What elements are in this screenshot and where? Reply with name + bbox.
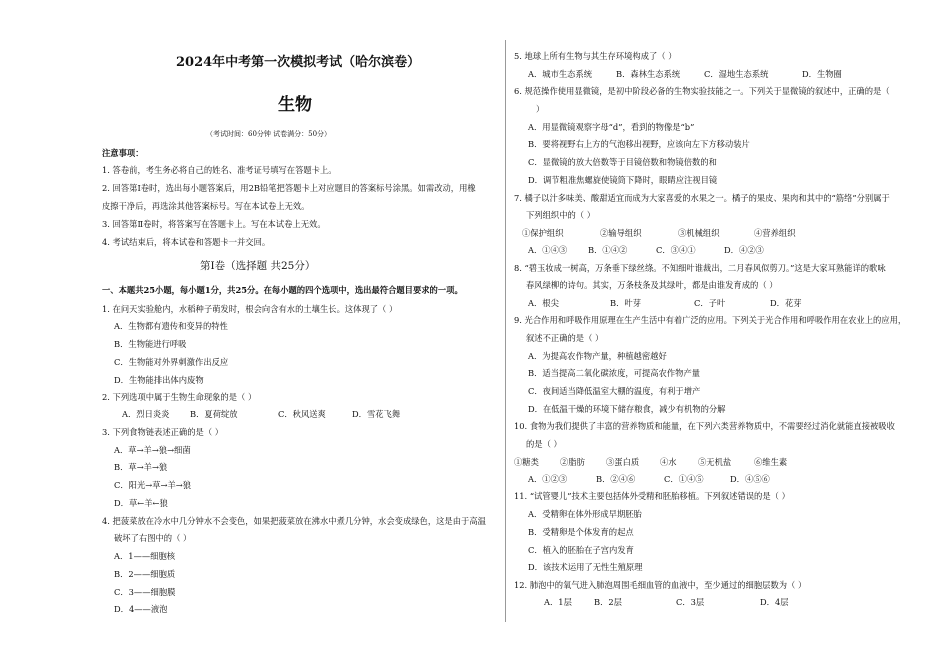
- option-10b: B．②④⑥: [596, 474, 636, 484]
- question-8-cont: 春风绿柳的诗句。其实，万条枝条及其绿叶，都是由谁发育成的（ ）: [526, 280, 778, 290]
- option-11b: B．受精卵是个体发育的起点: [528, 527, 634, 537]
- option-11c: C．植入的胚胎在子宫内发育: [528, 545, 634, 555]
- option-1c: C．生物能对外界刺激作出反应: [114, 357, 229, 367]
- question-10: 10. 食物为我们提供了丰富的营养物质和能量，在下列六类营养物质中，不需要经过消化就能直接被吸收: [514, 421, 895, 431]
- option-10a: A．①②③: [528, 474, 568, 484]
- notice-2-cont: 皮擦干净后，再选涂其他答案标号。写在本试卷上无效。: [102, 201, 310, 211]
- option-5a: A．城市生态系统: [528, 69, 593, 79]
- notice-3: 3. 回答第Ⅱ卷时，将答案写在答题卡上。写在本试卷上无效。: [102, 219, 326, 229]
- option-12b: B．2层: [594, 597, 622, 607]
- tissue-1: ①保护组织: [522, 228, 564, 238]
- question-11: 11. “试管婴儿”技术主要包括体外受精和胚胎移植。下列叙述错误的是（ ）: [514, 491, 790, 501]
- question-5: 5. 地球上所有生物与其生存环境构成了（ ）: [514, 51, 677, 61]
- option-8b: B．叶芽: [610, 298, 641, 308]
- option-3a: A．草→羊→狼→细菌: [114, 445, 191, 455]
- question-6: 6. 规范操作使用显微镜，是初中阶段必备的生物实验技能之一。下列关于显微镜的叙述中，正确的是（: [514, 86, 890, 96]
- subject-title: 生物: [278, 95, 312, 115]
- option-4c: C．3——细胞膜: [114, 587, 176, 597]
- option-4d: D．4——液泡: [114, 604, 168, 614]
- option-2b: B．夏荷绽放: [190, 409, 238, 419]
- exam-title: 2024年中考第一次模拟考试（哈尔滨卷）: [176, 55, 421, 70]
- question-6-end: ）: [536, 104, 545, 114]
- question-9: 9. 光合作用和呼吸作用原理在生产生活中有着广泛的应用。下列关于光合作用和呼吸作用在农业上的应用，: [514, 315, 907, 325]
- option-6c: C．显微镜的放大倍数等于目镜倍数和物镜倍数的和: [528, 157, 717, 167]
- option-12a: A．1层: [544, 597, 572, 607]
- question-4-cont: 破坏了右图中的（ ）: [114, 533, 192, 543]
- option-3c: C．阳光→草→羊→狼: [114, 480, 191, 490]
- question-7: 7. 橘子以汁多味美、酸甜适宜而成为大家喜爱的水果之一。橘子的果皮、果肉和其中的“筋络”分别属于: [514, 193, 890, 203]
- option-1b: B．生物能进行呼吸: [114, 339, 187, 349]
- nutrient-4: ④水: [660, 457, 677, 467]
- question-7-cont: 下列组织中的（ ）: [526, 210, 596, 220]
- option-6d: D．调节粗准焦螺旋使镜筒下降时，眼睛应注视目镜: [528, 175, 718, 185]
- question-8: 8. “碧玉妆成一树高，万条垂下绿丝绦。不知细叶谁裁出，二月春风似剪刀。”这是大家耳熟能详的歌咏: [514, 263, 886, 273]
- option-5c: C．湿地生态系统: [704, 69, 769, 79]
- option-10c: C．①④⑤: [664, 474, 704, 484]
- option-8a: A．根尖: [528, 298, 559, 308]
- option-11a: A．受精卵在体外形成早期胚胎: [528, 509, 642, 519]
- option-7d: D．④②③: [724, 245, 764, 255]
- option-5b: B．森林生态系统: [616, 69, 681, 79]
- tissue-2: ②输导组织: [600, 228, 642, 238]
- question-3: 3. 下列食物链表述正确的是（ ）: [102, 427, 224, 437]
- option-8d: D．花芽: [770, 298, 802, 308]
- section-title: 第Ⅰ卷（选择题 共25分）: [200, 260, 316, 272]
- option-7c: C．③④①: [656, 245, 696, 255]
- question-1: 1. 在问天实验舱内，水稻种子萌发时，根会向含有水的土壤生长。这体现了（ ）: [102, 304, 398, 314]
- section-instruction: 一、本题共25小题，每小题1分，共25分。在每小题的四个选项中，选出最符合题目要求的一项。: [102, 285, 463, 295]
- question-2: 2. 下列选项中属于生物生命现象的是（ ）: [102, 392, 257, 402]
- question-4: 4. 把菠菜放在冷水中几分钟水不会变色，如果把菠菜放在沸水中煮几分钟，水会变成绿色，这是由于高温: [102, 516, 486, 526]
- nutrient-1: ①糖类: [514, 457, 539, 467]
- option-1d: D．生物能排出体内废物: [114, 375, 204, 385]
- nutrient-2: ②脂肪: [560, 457, 585, 467]
- option-4b: B．2——细胞质: [114, 569, 176, 579]
- option-12c: C．3层: [676, 597, 705, 607]
- nutrient-5: ⑤无机盐: [698, 457, 732, 467]
- option-11d: D．该技术运用了无性生殖原理: [528, 562, 643, 572]
- option-3d: D．草←羊←狼: [114, 498, 168, 508]
- option-7a: A．①④③: [528, 245, 568, 255]
- option-9c: C．夜间适当降低温室大棚的温度，有利于增产: [528, 386, 701, 396]
- option-6a: A．用显微镜观察字母“d”，看到的物像是“b”: [528, 122, 695, 132]
- option-6b: B．要将视野右上方的气泡移出视野，应该向左下方移动装片: [528, 139, 750, 149]
- option-5d: D．生物圈: [802, 69, 842, 79]
- column-divider: [505, 40, 506, 622]
- question-12: 12. 肺泡中的氧气进入肺泡周围毛细血管的血液中，至少通过的细胞层数为（ ）: [514, 580, 807, 590]
- notice-heading: 注意事项：: [102, 148, 144, 158]
- option-2c: C．秋风送爽: [278, 409, 326, 419]
- option-2d: D．雪花飞舞: [352, 409, 401, 419]
- question-9-cont: 叙述不正确的是（ ）: [526, 333, 604, 343]
- exam-info: （考试时间：60分钟 试卷满分：50分）: [206, 130, 332, 138]
- option-9a: A．为提高农作物产量，种植越密越好: [528, 351, 667, 361]
- option-9d: D．在低温干燥的环境下储存粮食，减少有机物的分解: [528, 404, 726, 414]
- option-7b: B．①④②: [588, 245, 628, 255]
- tissue-4: ④营养组织: [754, 228, 796, 238]
- option-9b: B．适当提高二氧化碳浓度，可提高农作物产量: [528, 368, 701, 378]
- notice-4: 4. 考试结束后，将本试卷和答题卡一并交回。: [102, 237, 271, 247]
- option-10d: D．④⑤⑥: [730, 474, 770, 484]
- option-3b: B．草→羊→狼: [114, 462, 168, 472]
- option-4a: A．1——细胞核: [114, 551, 176, 561]
- question-10-cont: 的是（ ）: [526, 439, 562, 449]
- notice-2: 2. 回答第Ⅰ卷时，选出每小题答案后，用2B铅笔把答题卡上对应题目的答案标号涂黑。如需改动，用橡: [102, 183, 476, 193]
- nutrient-6: ⑥维生素: [754, 457, 788, 467]
- notice-1: 1. 答卷前，考生务必将自己的姓名、准考证号填写在答题卡上。: [102, 165, 337, 175]
- option-12d: D．4层: [760, 597, 789, 607]
- nutrient-3: ③蛋白质: [606, 457, 640, 467]
- tissue-3: ③机械组织: [678, 228, 720, 238]
- option-8c: C．子叶: [694, 298, 726, 308]
- option-2a: A．烈日炎炎: [122, 409, 170, 419]
- option-1a: A．生物都有遗传和变异的特性: [114, 321, 228, 331]
